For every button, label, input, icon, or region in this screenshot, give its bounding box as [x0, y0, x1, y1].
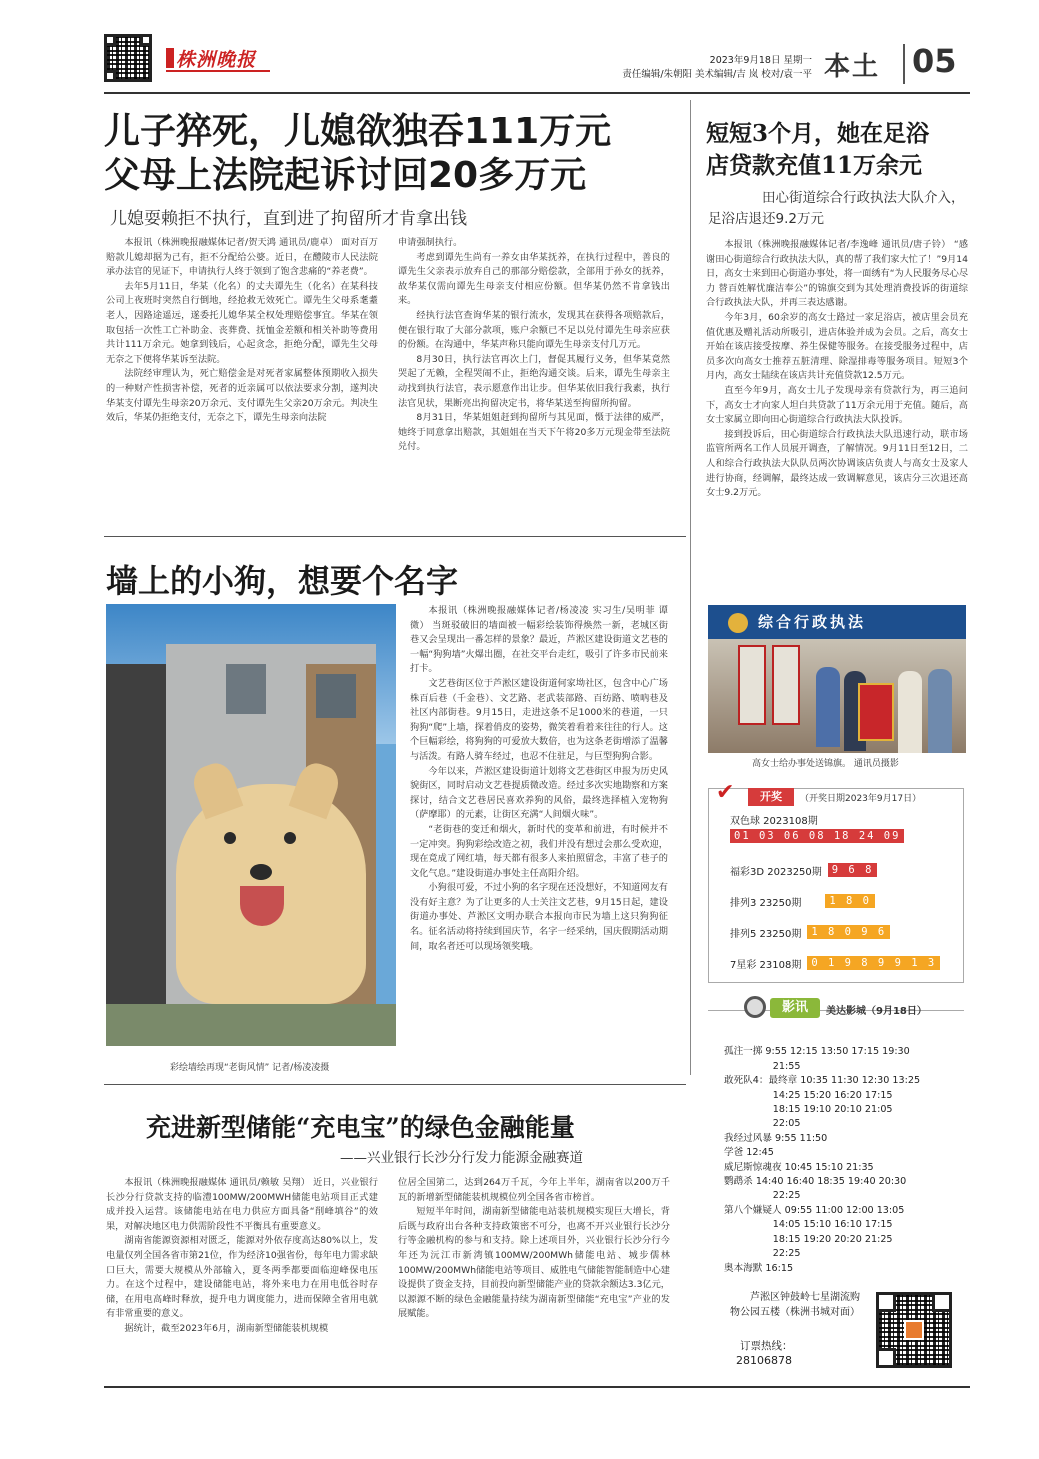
lottery-numbers: 9 6 8	[828, 863, 878, 877]
story1-col-left: 本报讯（株洲晚报融媒体记者/贺天鸿 通讯员/鹿卓） 面对百万赔款儿媳却据为己有，拒不分配给公婆。近日，在醴陵市人民法院承办法官的见证下，申请执行人终于领到了饱含悲痛的“养老费”。 去年5月11日，华某（化名）的丈夫谭先生（化名）在某科技公司上夜班时突然自行倒地，经抢救无效死亡。谭先生父母系耄耋老人，因路途遥远，遂委托儿媳华某全权处理赔偿事宜。华某在领取包括一次性工亡补助金、丧葬费、抚恤金差额和相关补助等费用共计111万余元。她拿到钱后，心起贪念，拒绝分配，谭先生父母无奈之下便将华某诉至法院。 法院经审理认为，死亡赔偿金是对死者家属整体预期收入损失的一种财产性损害补偿，死者的近亲属可以依法要求分割，遂判决华某支付谭先生母亲20万余元、支付谭先生父亲20万余元。判决生效后，华某仍拒绝支付，无奈之下，谭先生母亲向法院	[106, 237, 378, 424]
top-rule	[104, 92, 970, 94]
story3-caption: 彩绘墙绘再现“老街风情” 记者/杨凌凌摄	[170, 1063, 330, 1073]
newspaper-logo: 株洲晚报	[166, 46, 270, 72]
story1-col-right: 申请强制执行。 考虑到谭先生尚有一养女由华某抚养，在执行过程中，善良的谭先生父亲表示放弃自己的那部分赔偿款，全部用于孙女的抚养，故华某仅需向谭先生母亲支付相应份额。但华某仍然不肯拿钱出来。 经执行法官查询华某的银行流水，发现其在获得各项赔款后，便在银行取了大部分款项，账户余额已不足以兑付谭先生母亲应获的份额。在沟通中，华某声称只能向谭先生母亲支付几万元。 8月30日，执行法官再次上门，督促其履行义务，但华某竟然哭起了无赖，全程哭闹不止，拒绝沟通交谈。后来，谭先生母亲主动找到执行法官，表示愿意作出让步。但华某依旧我行我素，执行法官见状，果断亮出拘留决定书，将华某送至拘留所拘留。 8月31日，华某姐姐赶到拘留所与其见面，慑于法律的威严，她终于同意拿出赔款，其姐姐在当天下午将20多万元现金带至法院兑付。	[398, 237, 670, 453]
story4-headline: 充进新型储能“充电宝”的绿色金融能量	[146, 1113, 575, 1142]
lottery-row: 7星彩 23108期 0 1 9 8 9 9 1 3	[730, 956, 940, 970]
story3-headline: 墙上的小狗，想要个名字	[106, 562, 459, 600]
lottery-row: 福彩3D 2023250期 9 6 8	[730, 863, 877, 877]
lottery-check-icon: ✔	[716, 780, 735, 805]
story2-caption: 高女士给办事处送锦旗。 通讯员摄影	[752, 759, 899, 769]
bottom-rule	[104, 1386, 970, 1388]
story2-headline: 短短3个月，她在足浴 店贷款充值11万余元	[706, 120, 930, 179]
hotline-label: 订票热线：	[740, 1340, 793, 1352]
story3-body: 本报讯（株洲晚报融媒体记者/杨凌凌 实习生/吴明菲 谭微） 当斑驳破旧的墙面被一幅彩绘装饰得焕然一新，老城区街巷又会呈现出一番怎样的景象？最近，芦淞区建设街道文艺巷的一幅“狗狗墙”火爆出圈，在社交平台走红，吸引了许多市民前来打卡。 文艺巷街区位于芦淞区建设街道何家坳社区，包含中心广场株百后巷（千金巷）、文艺路、老武装部路、百纺路、喷吶巷及社区内部街巷。9月15日，走进这条不足1000米的巷道，一只狗狗“爬”上墙，探着俏皮的姿势，微笑着看着来往往的行人。这个巨幅彩绘，将狗狗的可爱放大数倍，也为这条老街增添了温馨与活泼。有路人骑车经过，也忍不住驻足，与巨型狗狗合影。 今年以来，芦淞区建设街道计划将文艺巷街区申报为历史风貌街区，同时启动文艺巷提质微改造。经过多次实地勘察和方案探讨，结合文艺巷居民喜欢养狗的风俗，最终选择植入宠物狗（萨摩耶）的元素，让街区充满“人间烟火味”。 “老街巷的变迁和烟火，新时代的变革和前进，有时候并不一定冲突。狗狗彩绘改造之初，我们并没有想过会那么受欢迎，现在竟成了网红墙，每天都有很多人来拍照留念，丰富了巷子的文化气息。”建设街道办事处主任高阳介绍。 小狗很可爱，不过小狗的名字现在还没想好，不知道网友有没有好主意？为了让更多的人士关注文艺巷，9月15日起，建设街道办事处、芦淞区文明办联合本报向市民为墙上这只狗狗征名。征名活动将持续到国庆节，名字一经采纳，国庆假期活动期间，取名者还可以现场领奖哦。	[410, 605, 668, 952]
lottery-numbers: 0 1 9 8 9 9 1 3	[807, 956, 940, 970]
lottery-row: 排列3 23250期 1 8 0	[730, 894, 875, 908]
story4-col-right: 位居全国第二，达到264万千瓦，今年上半年，湖南省以200万千瓦的新增新型储能装机规模位列全国各省市榜首。 短短半年时间，湖南新型储能电站装机规模实现巨大增长，背后既与政府出台各种支持政策密不可分，也离不开兴业银行长沙分行等金融机构的参与和支持。除上述项目外，兴业银行长沙分行今年还为沅江市新湾镇100MW/200MWh储能电站、城步儒林100MW/200MWh储能电站等项目、威胜电气储能智能制造中心建设提供了资金支持，目前投向新型储能产业的贷款余额达3.3亿元，以源源不断的绿色金融能量持续为湖南新型储能“充电宝”产业的发展赋能。	[398, 1177, 670, 1320]
film-reel-icon	[744, 996, 766, 1018]
editor-credits: 责任编辑/朱朝阳 美术编辑/吉 岚 校对/袁一平	[622, 69, 812, 80]
issue-date: 2023年9月18日 星期一	[709, 55, 812, 66]
story1-subtitle: 儿媳耍赖拒不执行，直到进了拘留所才肯拿出钱	[110, 209, 467, 229]
page-number: 05	[912, 42, 957, 80]
cinema-schedule: 孤注一掷 9:55 12:15 13:50 17:15 19:30 21:55 敢死队4：最终章 10:35 11:30 12:30 13:25 14:25 15:20 16:20 17:15 18:15 19:10 20:10 21:05 22:05 我经过风暴 9:55 11:50 学爸 12:45 威尼斯惊魂夜 10:45 15:10 21:35 鹦鹉杀 14:40 16:40 18:35 19:40 20:30 22:25 第八个嫌疑人 09:55 11:00 12:00 13:05 14:05 15:10 16:10 17:15 18:15 19:20 20:20 21:25 22:25 奥本海默 16:15	[724, 1046, 921, 1274]
cinema-badge: 影讯	[770, 998, 820, 1018]
col-divider	[690, 100, 691, 1075]
banner-ceremony-photo: 综合行政执法	[708, 605, 966, 753]
lottery-row: 排列5 23250期 1 8 0 9 6	[730, 925, 890, 939]
cinema-name: 美达影城（9月18日）	[826, 1006, 927, 1017]
lottery-date: （开奖日期2023年9月17日）	[800, 794, 922, 804]
header-divider	[903, 44, 905, 84]
lottery-numbers: 01 03 06 08 18 24 09	[730, 829, 904, 843]
hotline-number: 28106878	[736, 1354, 792, 1367]
lottery-numbers: 1 8 0 9 6	[807, 925, 890, 939]
story1-divider	[104, 536, 686, 537]
cinema-address: 芦淞区钟鼓岭七星湖流购物公园五楼（株洲书城对面）	[730, 1292, 860, 1318]
lottery-row: 双色球 2023108期 01 03 06 08 18 24 09	[730, 812, 904, 844]
story4-col-left: 本报讯（株洲晚报融媒体 通讯员/赖敏 吴翔） 近日，兴业银行长沙分行贷款支持的临澧100MW/200MWH储能电站项目正式建成并投入运营。该储能电站在电力供应方面具备“削峰填谷”的效果，对解决地区电力供需阶段性不平衡具有重要意义。 湖南省能源资源相对匮乏，能源对外依存度高达80%以上，发电量仅列全国各省市第21位，作为经济10强省份，每年电力需求缺口巨大，需要大规模从外部输入，夏冬两季都要面临迎峰保电压力。在这个过程中，建设储能电站，将外来电力在用电低谷时存储，在用电高峰时释放，提升电力调度能力，进而保障全省用电就有非常重要的意义。 据统计，截至2023年6月，湖南新型储能装机规模	[106, 1177, 378, 1334]
dog-mural-photo	[106, 604, 396, 1046]
qr-center-logo	[904, 1320, 924, 1340]
story1-headline: 儿子猝死，儿媳欲独吞111万元 父母上法院起诉讨回20多万元	[104, 111, 612, 196]
story2-body: 本报讯（株洲晚报融媒体记者/李逸峰 通讯员/唐子铃） “感谢田心街道综合行政执法大队，真的帮了我们家大忙了！”9月14日，高女士来到田心街道办事处，将一面绣有“为人民服务尽心尽力 替百姓解忧廉洁奉公”的锦旗交到为其处理消费投诉的街道综合行政执法大队，并再三表达感谢。 今年3月，60余岁的高女士路过一家足浴店，被店里会员充值优惠及赠礼活动所吸引，进店体验并成为会员。之后，高女士开始在该店接受按摩、养生保健等服务。在接受服务过程中，店员多次向高女士推荐五脏清理、除湿排毒等服务项目。短短3个月内，高女士陆续在该店共计充值贷款12.5万元。 直至今年9月，高女士儿子发现母亲有贷款行为，再三追问下，高女士才向家人坦白共贷款了11万余元用于充值。随后，高女士家属立即向田心街道综合行政执法大队投诉。 接到投诉后，田心街道综合行政执法大队迅速行动，联市场监管所两名工作人员展开调查，了解情况。9月11日至12日，二人和综合行政执法大队队员两次协调该店负责人与高女士及家人进行协商，经调解，最终达成一致调解意见，该店分三次退还高女士9.2万元。	[706, 239, 969, 499]
lottery-numbers: 1 8 0	[825, 894, 875, 908]
story2-subtitle: 田心街道综合行政执法大队介入，足浴店退还9.2万元	[708, 190, 965, 227]
section-name: 本土	[824, 52, 881, 82]
story4-subtitle: ——兴业银行长沙分行发力能源金融赛道	[340, 1150, 583, 1166]
story3-divider	[104, 1084, 686, 1085]
lottery-title: 开奖	[748, 788, 794, 806]
